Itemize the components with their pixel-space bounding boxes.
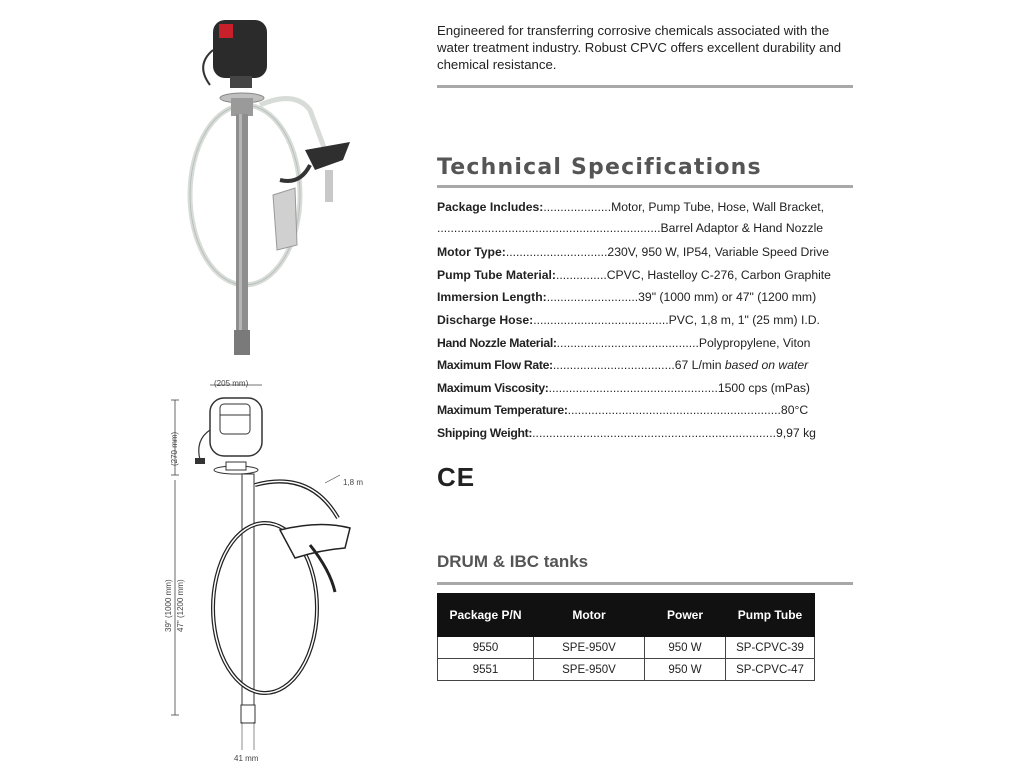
spec-leader-dots: ............... [555,268,607,282]
table-cell: SPE-950V [534,659,645,681]
spec-value-text: Motor, Pump Tube, Hose, Wall Bracket, [611,200,825,214]
spec-row [437,268,857,282]
spec-row [437,221,857,235]
tube-diameter-label: 41 mm [234,754,259,763]
spec-value [638,290,816,304]
spec-value-text: PVC, 1,8 m, 1" (25 mm) I.D. [668,313,820,327]
spec-value-note: based on water [724,358,809,372]
tanks-heading: DRUM & IBC tanks [437,552,589,571]
spec-value-text: Polypropylene, Viton [698,336,811,350]
motor-height-dimension-label: (270 mm) [170,431,179,466]
spec-value [781,403,808,417]
dimension-drawing-lines [160,370,390,768]
table-cell: SP-CPVC-39 [726,637,815,659]
spec-row [437,336,857,350]
table-cell: 9550 [438,637,534,659]
spec-leader-dots: .................................... [552,358,675,372]
tanks-divider [437,582,853,585]
spec-value-text: Barrel Adaptor & Hand Nozzle [660,221,824,235]
ce-mark: CE [437,462,476,492]
spec-value-text: 67 L/min [674,358,722,372]
table-cell: 950 W [645,637,726,659]
spec-row [437,200,857,214]
spec-leader-dots: ........................................ [533,313,669,327]
spec-leader-dots: .................................................. [548,381,718,395]
specifications-divider [437,185,853,188]
dimension-drawing [160,370,390,768]
spec-value-text: 9,97 kg [775,426,816,440]
table-header-row [438,594,815,637]
spec-value-text: 230V, 950 W, IP54, Variable Speed Drive [607,245,829,259]
spec-leader-dots: ........................... [546,290,639,304]
table-header-cell: Power [645,594,726,637]
spec-label: Motor Type: [437,245,506,259]
table-cell: SP-CPVC-47 [726,659,815,681]
spec-value-text: 39" (1000 mm) or 47" (1200 mm) [638,290,817,304]
spec-value [675,358,808,372]
spec-leader-dots: ............................................................... [567,403,781,417]
spec-row [437,313,857,327]
table-cell: 950 W [645,659,726,681]
specifications-heading: Technical Specifications [437,155,762,180]
product-photo [185,10,385,360]
spec-row [437,426,857,440]
spec-value-text: 1500 cps (mPas) [717,381,810,395]
spec-leader-dots: ........................................................................ [532,426,776,440]
intro-divider [437,85,853,88]
spec-value-text: CPVC, Hastelloy C-276, Carbon Graphite [606,268,831,282]
intro-paragraph: Engineered for transferring corrosive chemicals associated with the water treatment industry. Robust CPVC offers excellent durability and chemical resistance. [437,23,842,72]
spec-value [699,336,811,350]
spec-label: Pump Tube Material: [437,268,556,282]
spec-value [660,221,823,235]
spec-row [437,381,857,395]
table-header-cell: Pump Tube [726,594,815,637]
package-table [437,593,815,681]
spec-leader-dots: .......................................... [556,336,699,350]
spec-row [437,290,857,304]
table-cell: SPE-950V [534,637,645,659]
spec-value [776,426,816,440]
spec-value [669,313,820,327]
spec-label: Hand Nozzle Material: [437,336,557,350]
spec-row [437,358,857,372]
table-row [438,637,815,659]
spec-value [611,200,824,214]
spec-label: Maximum Viscosity: [437,381,549,395]
spec-leader-dots: .................... [543,200,612,214]
spec-row [437,245,857,259]
tube-length-label-39: 39" (1000 mm) [164,579,173,632]
table-cell: 9551 [438,659,534,681]
spec-value [607,268,831,282]
table-row [438,659,815,681]
tube-length-label-47: 47" (1200 mm) [176,579,185,632]
spec-row [437,403,857,417]
spec-label: Maximum Flow Rate: [437,358,553,372]
spec-label: Maximum Temperature: [437,403,568,417]
spec-label: Package Includes: [437,200,544,214]
spec-leader-dots: .............................. [505,245,608,259]
spec-value-text: 80°C [780,403,809,417]
table-header-cell: Package P/N [438,594,534,637]
spec-label: Discharge Hose: [437,313,534,327]
spec-value [607,245,829,259]
width-dimension-label: (205 mm) [214,379,249,388]
spec-label: Immersion Length: [437,290,547,304]
spec-leader-dots: .................................................................. [437,221,661,235]
hose-length-label: 1,8 m [343,478,364,487]
spec-value [718,381,810,395]
table-header-cell: Motor [534,594,645,637]
spec-label: Shipping Weight: [437,426,533,440]
